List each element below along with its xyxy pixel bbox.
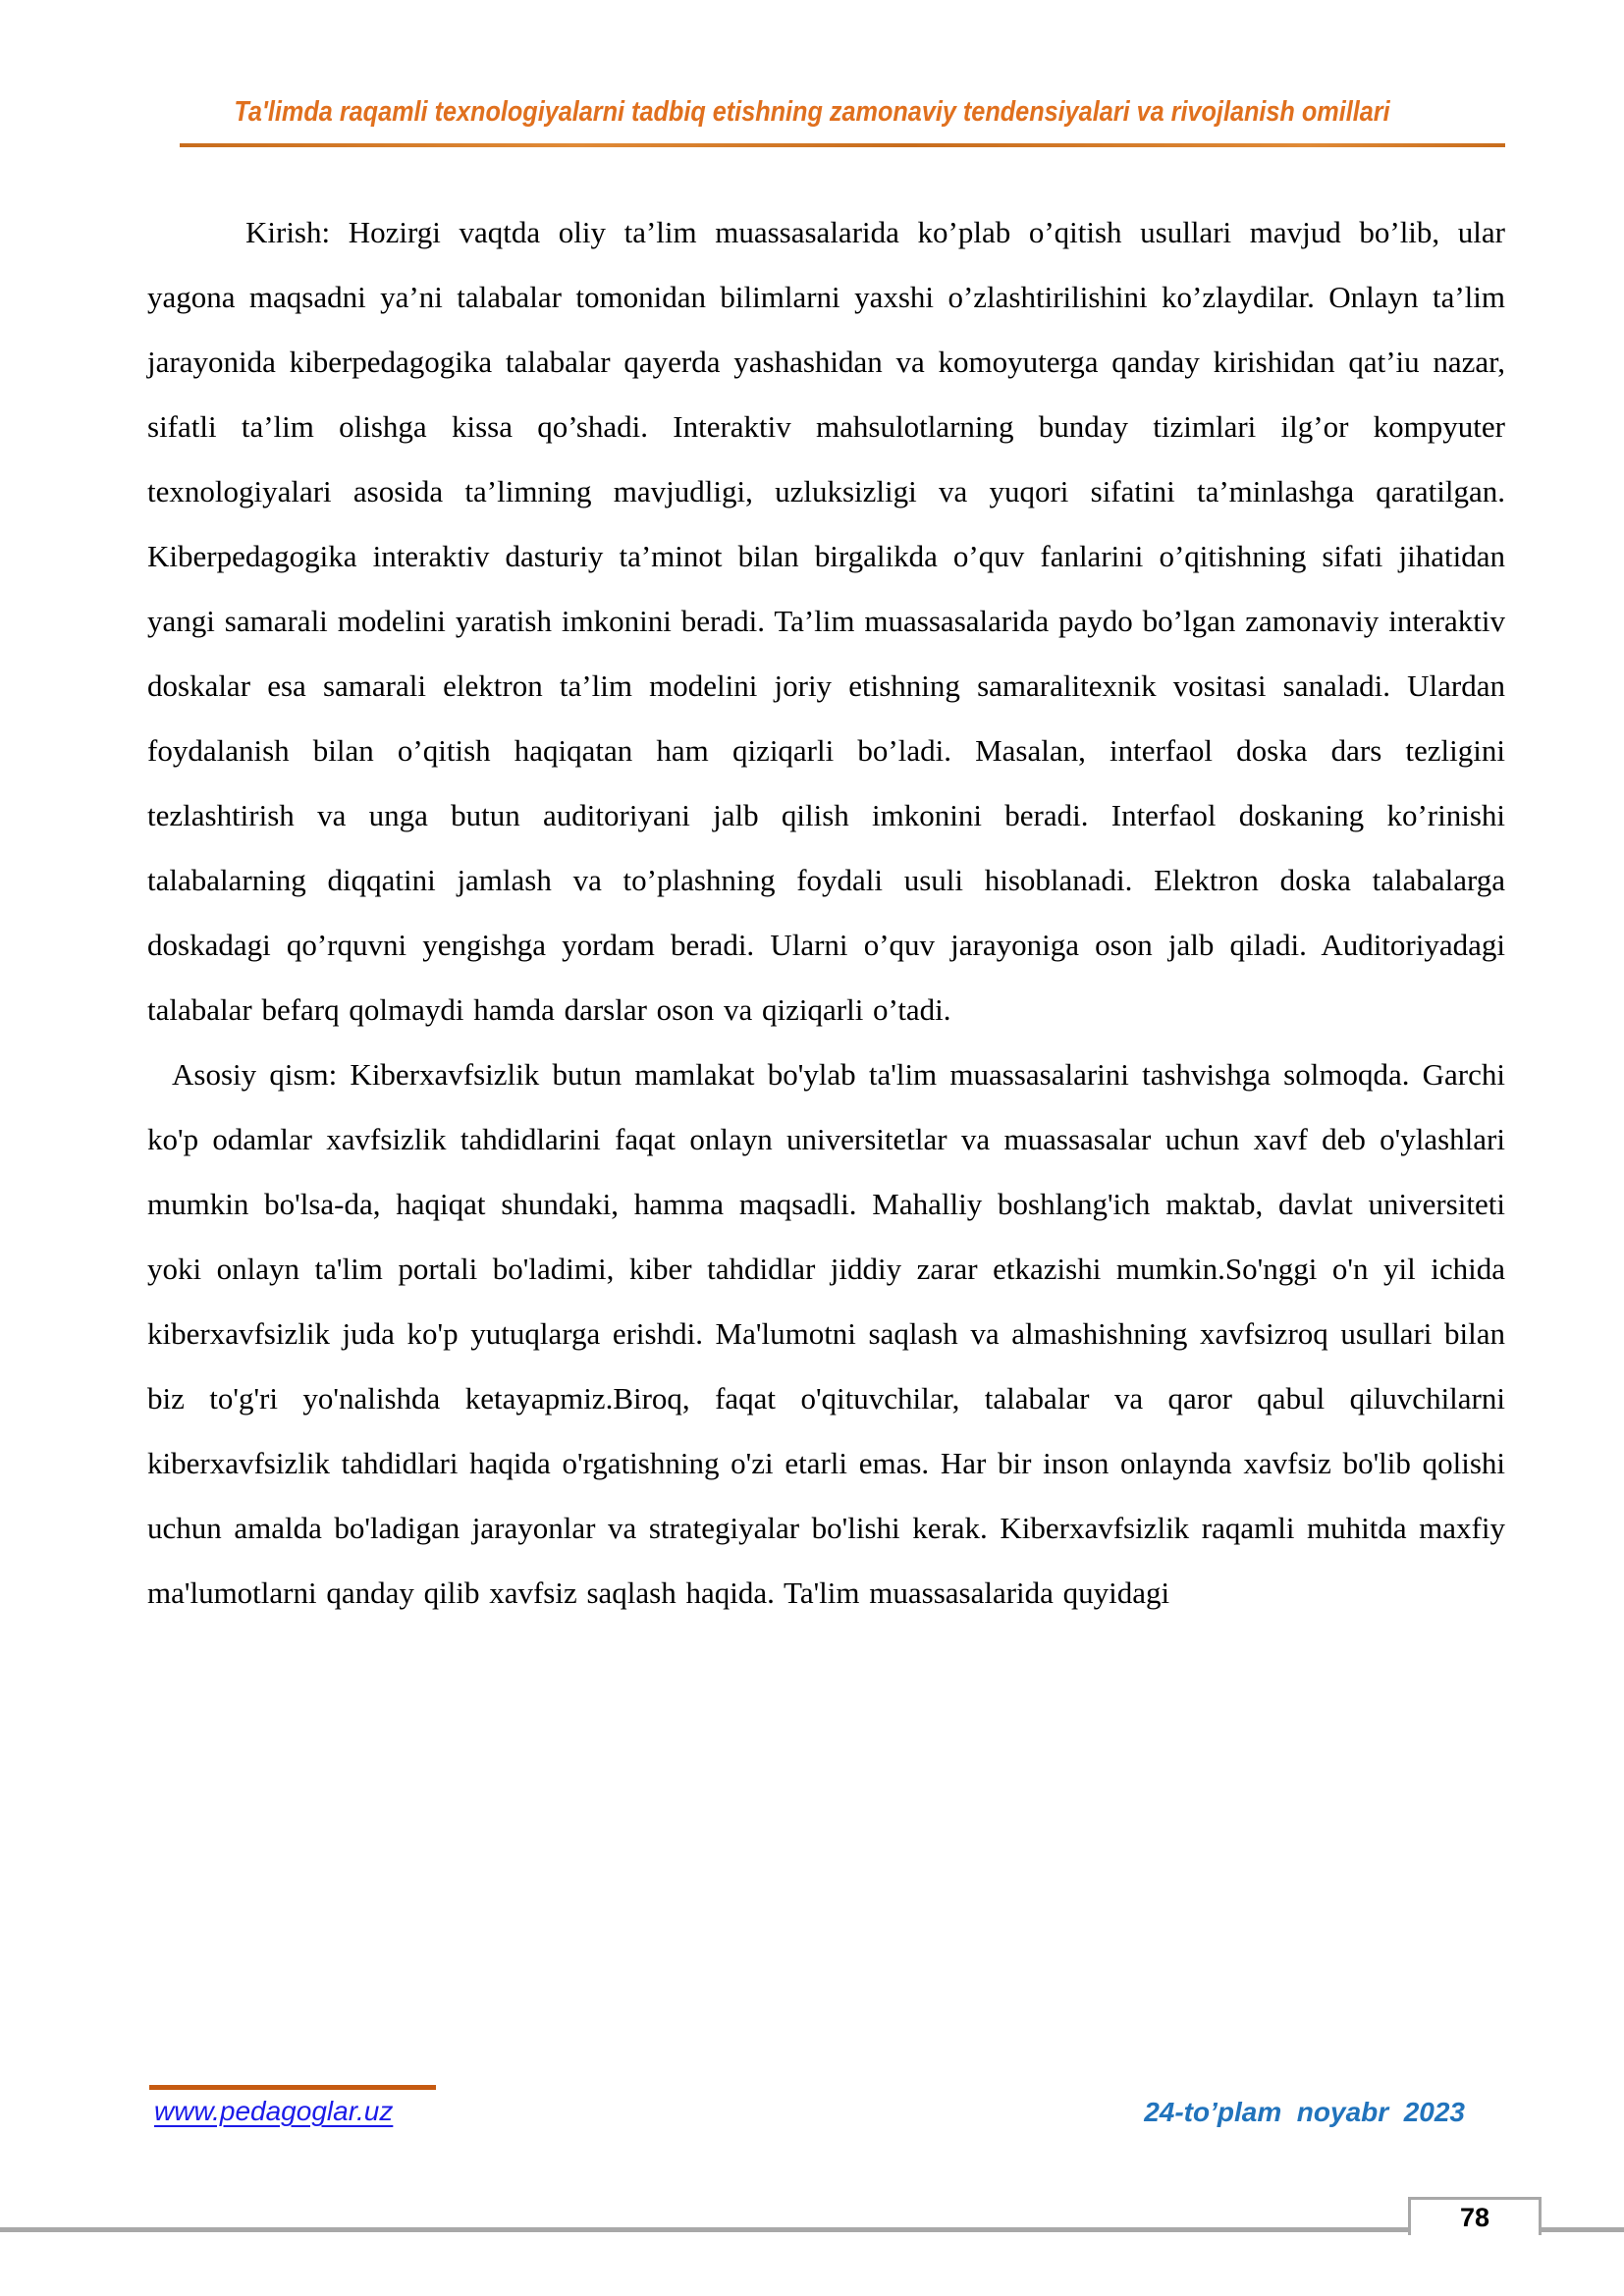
page-bottom-rule [0, 2227, 1624, 2232]
header-divider-rule [180, 143, 1505, 147]
page-number-box [1408, 2197, 1542, 2235]
paragraph-asosiy-qism: Asosiy qism: Kiberxavfsizlik butun mamlakat bo'ylab ta'lim muassasalarini tashvishga solmoqda. Garchi ko'p odamlar xavfsizlik tahdidlarini faqat onlayn universitetlar va muassasalar uchun xavf deb o'ylashlari mumkin bo'lsa-da, haqiqat shundaki, hamma maqsadli. Mahalliy boshlang'ich maktab, davlat universiteti yoki onlayn ta'lim portali bo'ladimi, kiber tahdidlar jiddiy zarar etkazishi mumkin.So'nggi o'n yil ichida kiberxavfsizlik juda ko'p yutuqlarga erishdi. Ma'lumotni saqlash va almashishning xavfsizroq usullari bilan biz to'g'ri yo'nalishda ketayapmiz.Biroq, faqat o'qituvchilar, talabalar va qaror qabul qiluvchilarni kiberxavfsizlik tahdidlari haqida o'rgatishning o'zi etarli emas. Har bir inson onlaynda xavfsiz bo'lib qolishi uchun amalda bo'ladigan jarayonlar va strategiyalar bo'lishi kerak. Kiberxavfsizlik raqamli muhitda maxfiy ma'lumotlarni qanday qilib xavfsiz saqlash haqida. Ta'lim muassasalarida quyidagi [147, 1057, 1505, 1610]
article-body [147, 200, 1505, 1626]
paragraph-kirish: Kirish: Hozirgi vaqtda oliy ta’lim muassasalarida ko’plab o’qitish usullari mavjud bo’lib, ular yagona maqsadni ya’ni talabalar tomonidan bilimlarni yaxshi o’zlashtirilishini ko’zlaydilar. Onlayn ta’lim jarayonida kiberpedagogika talabalar qayerda yashashidan va komoyuterga qanday kirishidan qat’iu nazar, sifatli ta’lim olishga kissa qo’shadi. Interaktiv mahsulotlarning bunday tizimlari ilg’or kompyuter texnologiyalari asosida ta’limning mavjudligi, uzluksizligi va yuqori sifatini ta’minlashga qaratilgan. Kiberpedagogika interaktiv dasturiy ta’minot bilan birgalikda o’quv fanlarini o’qitishning sifati jihatidan yangi samarali modelini yaratish imkonini beradi. Ta’lim muassasalarida paydo bo’lgan zamonaviy interaktiv doskalar esa samarali elektron ta’lim modelini joriy etishning samaralitexnik vositasi sanaladi. Ulardan foydalanish bilan o’qitish haqiqatan ham qiziqarli bo’ladi. Masalan, interfaol doska dars tezligini tezlashtirish va unga butun auditoriyani jalb qilish imkonini beradi. Interfaol doskaning ko’rinishi talabalarning diqqatini jamlash va to’plashning foydali usuli hisoblanadi. Elektron doska talabalarga doskadagi qo’rquvni yengishga yordam beradi. Ularni o’quv jarayoniga oson jalb qiladi. Auditoriyadagi talabalar befarq qolmaydi hamda darslar oson va qiziqarli o’tadi. [147, 215, 1505, 1027]
journal-header-title: Ta'limda raqamli texnologiyalarni tadbiq etishning zamonaviy tendensiyalari va rivojlanish omillari [234, 96, 1390, 128]
footer-orange-rule [149, 2085, 436, 2090]
issue-date-label: 24-to’plam noyabr 2023 [1144, 2097, 1465, 2127]
page-number: 78 [1459, 2202, 1490, 2232]
website-link[interactable]: www.pedagoglar.uz [154, 2096, 394, 2126]
